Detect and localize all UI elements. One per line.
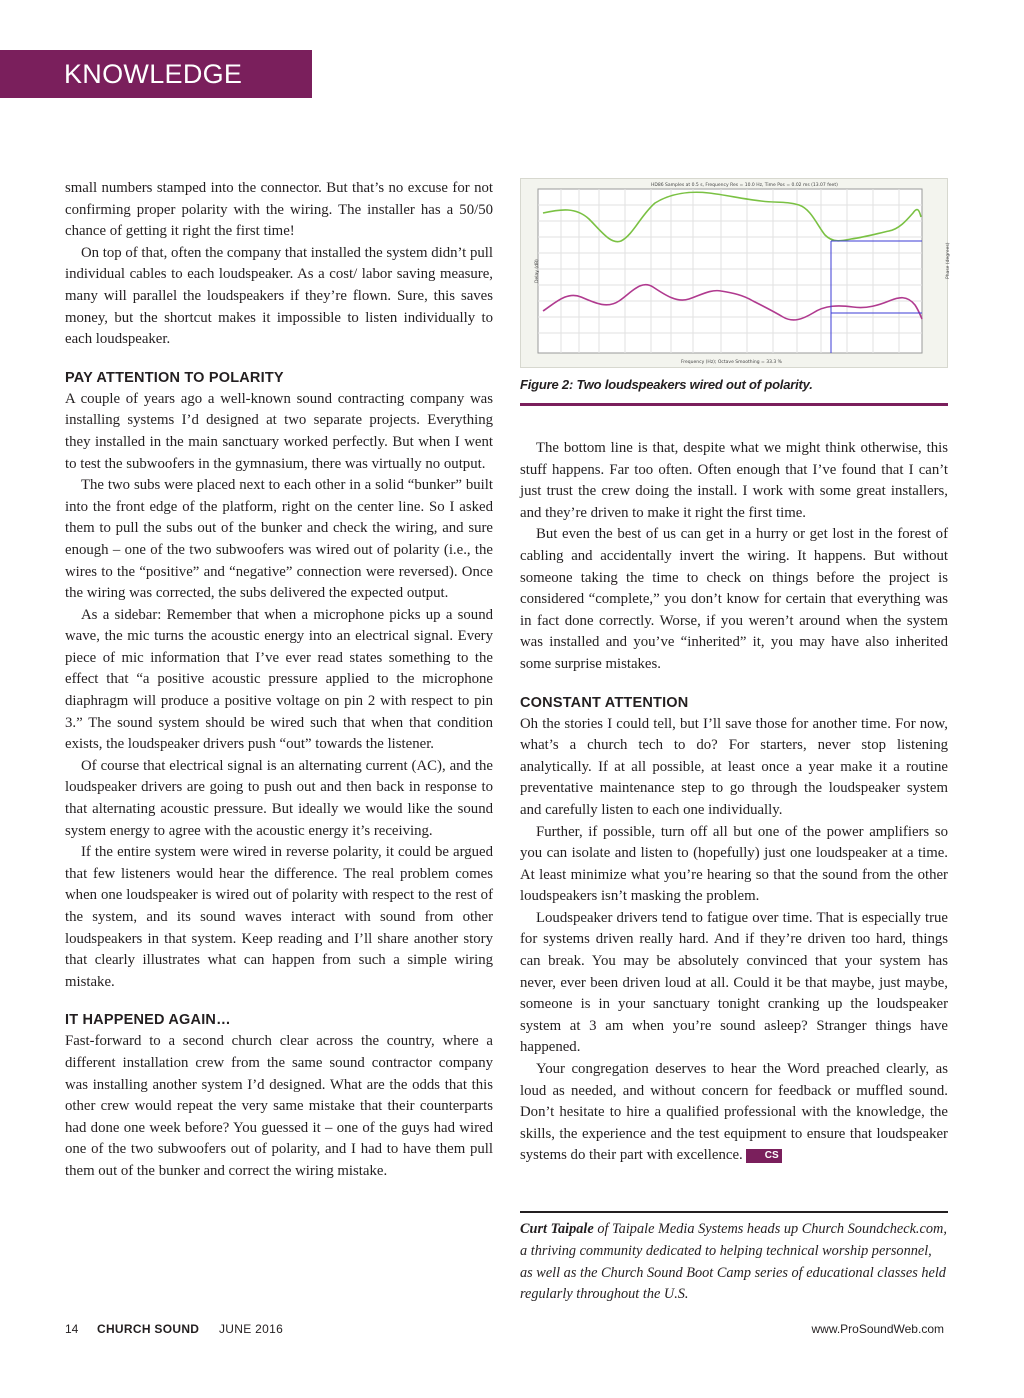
paragraph: Fast-forward to a second church clear across the country, where a different installation crew from the same sound contractor company was installing another system I’d designed. What are the odds that this other crew would repeat the very same mistake that their counterparts had done one week before? You guessed it – one of the guys had wired one of the two subwoofers out of polarity, and I had to have them pull them out of the bunker and correct the wiring mistake. — [65, 1033, 493, 1179]
svg-text:Delay (dB): Delay (dB) — [535, 259, 540, 283]
frequency-response-plot — [521, 179, 951, 367]
measurement-figure — [520, 178, 951, 368]
paragraph: Oh the stories I could tell, but I’ll save those for another time. For now, what’s a church tech to do? For starters, never stop listening analytically. If at all possible, at least once a year make it a routine preventative maintenance step to go through the loudspeaker system and carefully listen to each one individually. — [520, 715, 948, 818]
figure-caption: Figure 2: Two loudspeakers wired out of polarity. — [520, 377, 813, 392]
paragraph: If the entire system were wired in reverse polarity, it could be argued that few listeners would hear the difference. The real problem comes when one loudspeaker is wired out of polarity with respect to the rest of the system, and its sound waves interact with sound from other loudspeakers in that system. Keep reading and I’ll share another story that clearly illustrates what can happen from such a simple wiring mistake. — [65, 844, 493, 990]
paragraph-final — [520, 1059, 948, 1167]
paragraph: Further, if possible, turn off all but one of the power amplifiers so you can isolate and listen to (hopefully) just one loudspeaker at a time. At least minimize what you’re hearing so that the sound from the other loudspeakers isn’t masking the problem. — [520, 823, 948, 905]
final-paragraph-text: Your congregation deserves to hear the Word preached clearly, as loud as needed, and without concern for feedback or muffled sound. Don’t hesitate to hire a qualified professional with the knowledge, the skills, the experience and the test equipment to ensure that loudspeaker systems do their part with excellence. — [520, 1061, 948, 1164]
paragraph: small numbers stamped into the connector. But that’s no excuse for not confirming proper polarity with the wiring. The installer has a 50/50 chance of getting it right the first time! — [65, 180, 493, 240]
paragraph: Of course that electrical signal is an alternating current (AC), and the loudspeaker drivers are going to push out and then back in response to that alternating acoustic pressure. But ideally we would like the sound system energy to agree with the acoustic energy it’s receiving. — [65, 757, 493, 839]
page-footer — [0, 1319, 1024, 1339]
left-column — [65, 178, 493, 1183]
paragraph: Loudspeaker drivers tend to fatigue over time. That is especially true for systems driven really hard. And if they’re driven too hard, things can break. You may be absolutely convinced that your system has never, ever been driven loud at all. Could it be that maybe, just maybe, someone is in your sanctuary tonight cranking up the loudspeaker system at 3 am when you’re sound asleep? Stranger things have happened. — [520, 909, 948, 1056]
paragraph: On top of that, often the company that installed the system didn’t pull individual cables to each loudspeaker. As a cost/ labor saving measure, many will parallel the loudspeakers if they’re flown. Sure, this saves money, but the shortcut makes it impossible to listen individually to each loudspeaker. — [65, 244, 493, 348]
svg-text:Phase (degrees): Phase (degrees) — [946, 242, 951, 279]
bio-divider — [520, 1211, 948, 1213]
page-number: 14 — [65, 1322, 79, 1336]
paragraph: As a sidebar: Remember that when a microphone picks up a sound wave, the mic turns the acoustic energy into an electrical signal. Every piece of mic information that I’ve ever read states something to the effect that “a positive acoustic pressure applied to the microphone diaphragm will produce a positive voltage on pin 2 with respect to pin 3.” The sound system should be wired such that when that condition exists, the loudspeaker drivers push “out” towards the listener. — [65, 606, 493, 753]
plot-area — [538, 189, 922, 353]
issue-date: JUNE 2016 — [219, 1322, 284, 1336]
subheading-happened-again: IT HAPPENED AGAIN… — [65, 1012, 231, 1029]
paragraph: But even the best of us can get in a hurry or get lost in the forest of cabling and accidentally invert the wiring. It happens. But without someone taking the time to check on things before the project is considered “complete,” you don’t know for certain that everything was in fact done correctly. Worse, if you weren’t around when the system was installed and you’ve “inherited” it, you may have also inherited some surprise mistakes. — [520, 526, 948, 672]
author-bio — [520, 1219, 948, 1306]
svg-text:Frequency (Hz); Octave Smoothi: Frequency (Hz); Octave Smoothing = 33.3 % — [681, 360, 782, 365]
paragraph: The two subs were placed next to each other in a solid “bunker” built into the front edge of the platform, right on the center line. So I asked them to pull the subs out of the bunker and check the wiring, and sure enough – one of the two subwoofers was wired out of polarity (i.e., the wires to the “positive” and “negative” connection were reversed). Once the wiring was corrected, the subs delivered the expected output. — [65, 477, 493, 602]
svg-text:HD86 Samples at 0.5 s, Frequen: HD86 Samples at 0.5 s, Frequency Res = 10.0 Hz, Time Pos = 0.02 ms (13.07 feet) — [651, 183, 838, 188]
section-banner: KNOWLEDGE BASE — [0, 50, 312, 98]
author-bio-text: of Taipale Media Systems heads up Church Soundcheck.com, a thriving community dedicated to helping technical worship personnel, as well as the Church Sound Boot Camp series of educational classes held regularly throughout the U.S. — [520, 1221, 947, 1303]
paragraph: The bottom line is that, despite what we might think otherwise, this stuff happens. Far too often. Often enough that I’ve found that I can’t just trust the crew doing the install. I work with some great installers, and they’re driven to make it right the first time. — [520, 440, 948, 521]
subheading-constant-attention: CONSTANT ATTENTION — [520, 694, 689, 711]
caption-divider — [520, 403, 948, 406]
right-column — [520, 438, 948, 1167]
subheading-polarity: PAY ATTENTION TO POLARITY — [65, 369, 284, 386]
author-name: Curt Taipale — [520, 1221, 594, 1237]
magazine-name: CHURCH SOUND — [97, 1322, 200, 1336]
end-mark-badge: CS — [746, 1149, 782, 1163]
website-url: www.ProSoundWeb.com — [811, 1322, 944, 1336]
paragraph: A couple of years ago a well-known sound contracting company was installing systems I’d designed at two separate projects. Everything they installed in the main sanctuary worked perfectly. But when I went to test the subwoofers in the gymnasium, there was virtually no output. — [65, 390, 493, 472]
